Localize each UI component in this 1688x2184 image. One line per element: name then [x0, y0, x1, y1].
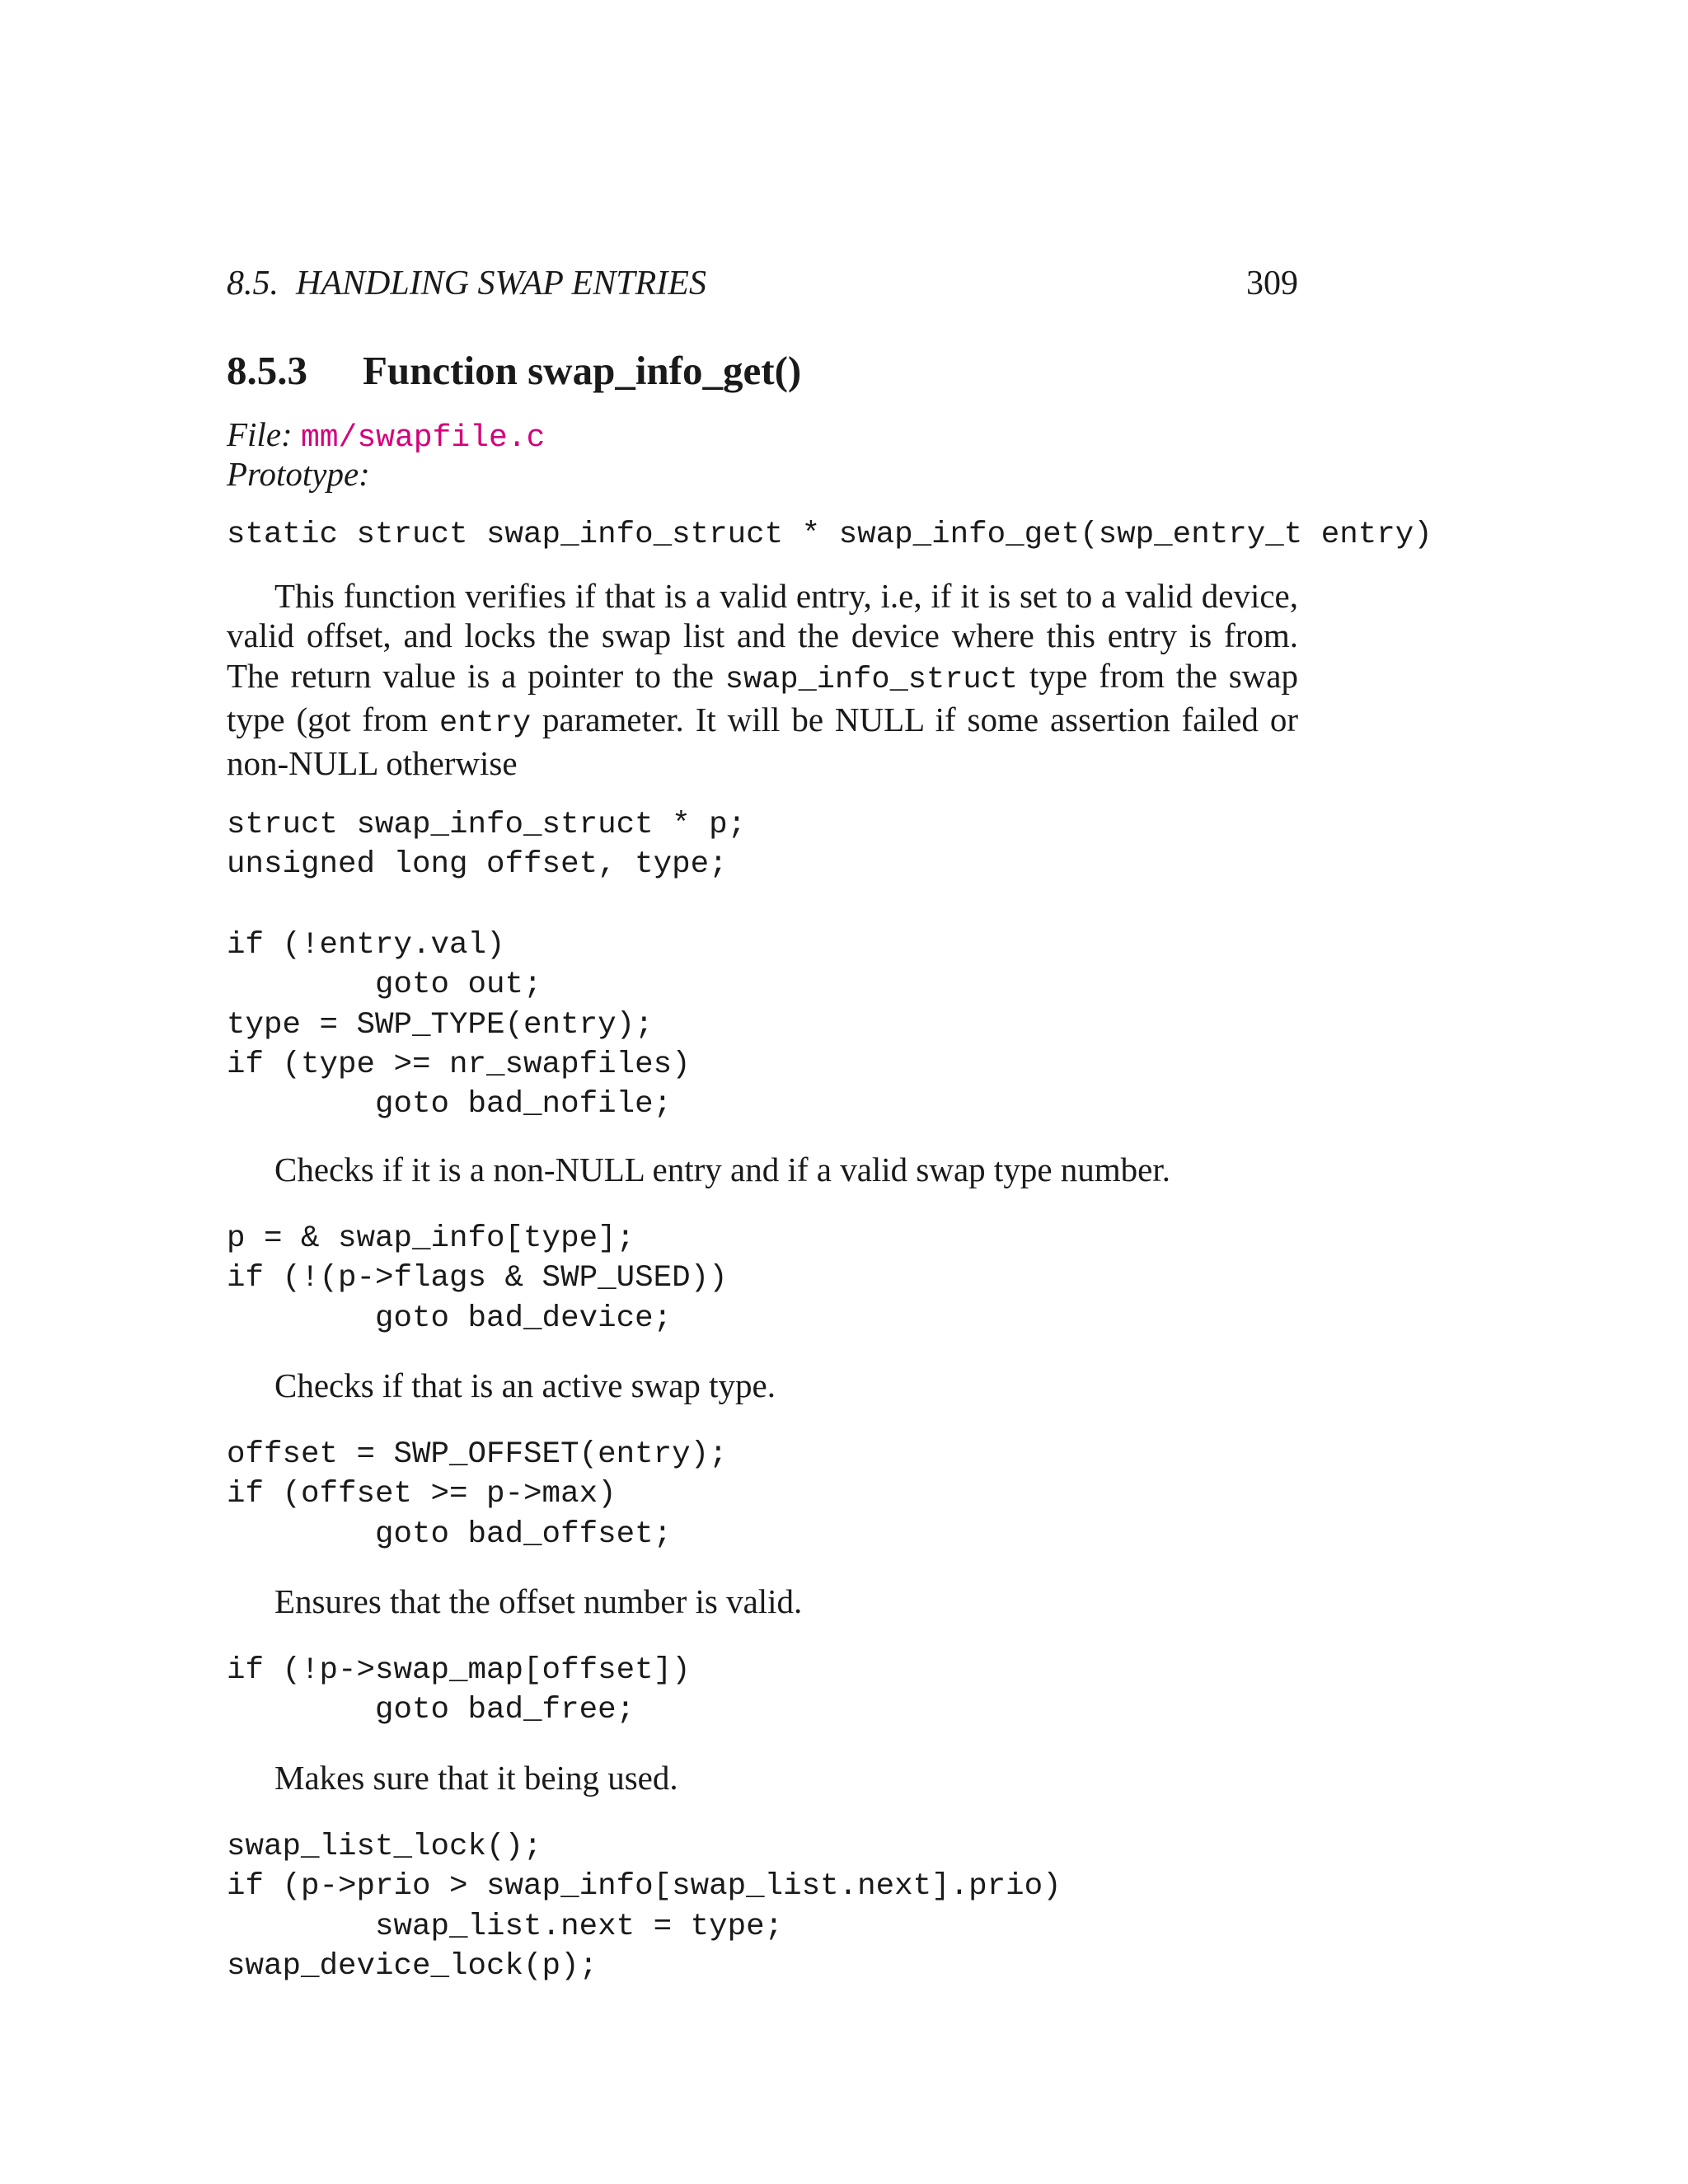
explanation-entry: Checks if it is a non-NULL entry and if a valid swap type number.	[274, 1151, 1171, 1188]
explanation-device: Checks if that is an active swap type.	[274, 1366, 776, 1404]
prototype-label: Prototype:	[227, 455, 370, 493]
intro-code-2: entry	[439, 705, 532, 741]
code-block-check-free: if (!p->swap_map[offset]) goto bad_free;	[227, 1653, 691, 1728]
prototype-code: static struct swap_info_struct * swap_info_get(swp_entry_t entry)	[227, 518, 1432, 552]
code-block-lock: swap_list_lock(); if (p->prio > swap_info[swap_list.next].prio) swap_list.next = type; swap_device_lock(p);	[227, 1830, 1062, 1984]
section-title: Function swap_info_get()	[363, 348, 802, 393]
explanation-offset: Ensures that the offset number is valid.	[274, 1582, 803, 1620]
code-block-check-entry: if (!entry.val) goto out; type = SWP_TYPE(entry); if (type >= nr_swapfiles) goto bad_nofile;	[227, 928, 691, 1122]
explanation-free: Makes sure that it being used.	[274, 1759, 678, 1797]
file-label: File:	[227, 415, 293, 453]
intro-paragraph	[227, 576, 1298, 783]
section-number: 8.5.3	[227, 348, 307, 393]
page-number: 309	[1246, 265, 1298, 302]
running-header-section: 8.5. HANDLING SWAP ENTRIES	[227, 265, 706, 302]
section-heading	[227, 346, 801, 396]
intro-text-3: parameter. It will be NULL if some assertion failed or non-NULL otherwise	[227, 700, 1298, 783]
intro-code-1: swap_info_struct	[724, 662, 1019, 697]
code-block-check-device: p = & swap_info[type]; if (!(p->flags & SWP_USED)) goto bad_device;	[227, 1221, 728, 1336]
code-block-check-offset: offset = SWP_OFFSET(entry); if (offset >= p->max) goto bad_offset;	[227, 1437, 728, 1552]
running-header	[227, 262, 1298, 305]
file-reference	[227, 415, 545, 458]
file-path-link[interactable]: mm/swapfile.c	[300, 420, 546, 456]
intro-text-1: This function verifies if that is a valid entry, i.e, if it is set to a valid device, valid offset, and locks the swap list and the device where this entry is from. The return value is a pointer to the	[227, 577, 1298, 695]
intro-text-2: type from the swap type (got from	[227, 656, 1298, 738]
code-block-decl: struct swap_info_struct * p; unsigned long offset, type;	[227, 808, 747, 883]
document-page	[227, 0, 1432, 2184]
